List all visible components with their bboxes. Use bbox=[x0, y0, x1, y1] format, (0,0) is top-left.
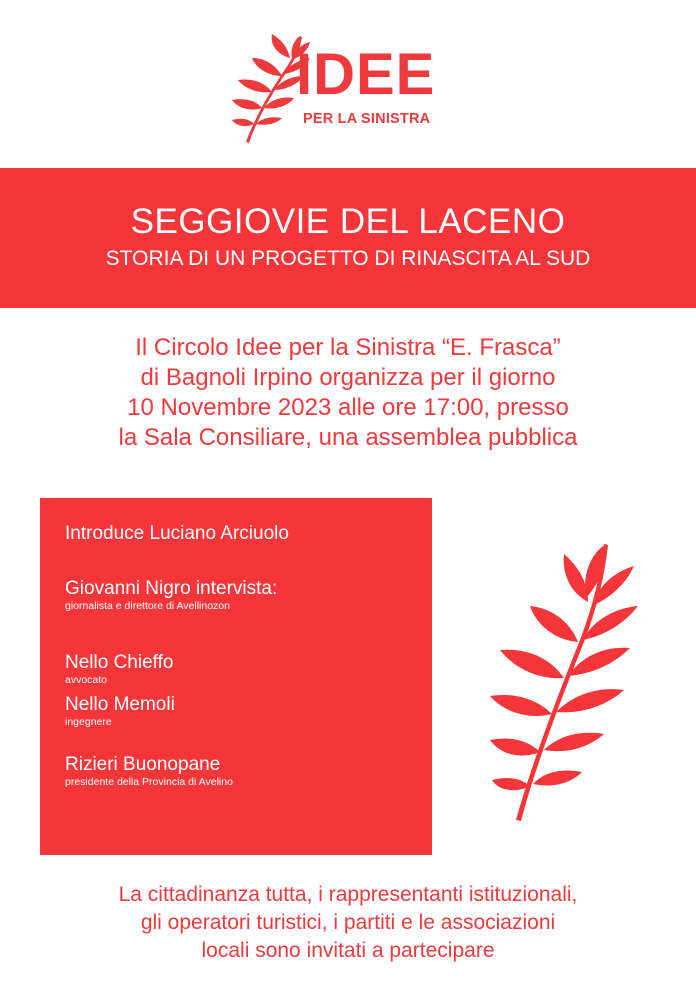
speaker-role: ingegnere bbox=[65, 716, 112, 728]
title-banner bbox=[0, 168, 696, 308]
speaker-entry bbox=[65, 694, 175, 728]
intro-line: la Sala Consiliare, una assemblea pubblica bbox=[118, 424, 578, 451]
speaker-name: Nello Memoli bbox=[65, 694, 175, 715]
footer-line: La cittadinanza tutta, i rappresentanti istituzionali, bbox=[118, 883, 578, 906]
speaker-name: Nello Chieffo bbox=[65, 652, 174, 673]
intro-text bbox=[0, 333, 696, 453]
speaker-name: Rizieri Buonopane bbox=[65, 754, 221, 775]
logo-wordmark: IDEE bbox=[296, 42, 436, 107]
moderator-role: giornalista e direttore di Avellinozon bbox=[65, 600, 230, 612]
intro-line: di Bagnoli Irpino organizza per il giorno bbox=[140, 364, 556, 391]
footer-line: locali sono invitati a partecipare bbox=[201, 939, 495, 962]
logo bbox=[232, 28, 442, 148]
event-subtitle: STORIA DI UN PROGETTO DI RINASCITA AL SUD bbox=[105, 247, 591, 270]
moderator bbox=[65, 578, 277, 612]
moderator-name: Giovanni Nigro intervista: bbox=[65, 578, 278, 599]
speaker-role: avvocato bbox=[65, 674, 108, 686]
intro-line: 10 Novembre 2023 alle ore 17:00, presso bbox=[127, 394, 569, 421]
intro-line: Il Circolo Idee per la Sinistra “E. Frasca” bbox=[135, 334, 561, 361]
olive-branch-icon bbox=[490, 540, 640, 822]
speaker-entry bbox=[65, 754, 233, 788]
introducer bbox=[65, 523, 289, 545]
footer-line: gli operatori turistici, i partiti e le associazioni bbox=[140, 911, 556, 934]
invitation-text bbox=[0, 881, 696, 965]
speakers-box bbox=[40, 498, 432, 855]
introducer-name: Introduce Luciano Arciuolo bbox=[65, 523, 289, 544]
speaker-role: presidente della Provincia di Avelino bbox=[65, 776, 233, 788]
logo-subtitle: PER LA SINISTRA bbox=[303, 111, 431, 127]
speaker-entry bbox=[65, 652, 173, 686]
event-title: SEGGIOVIE DEL LACENO bbox=[130, 202, 566, 241]
